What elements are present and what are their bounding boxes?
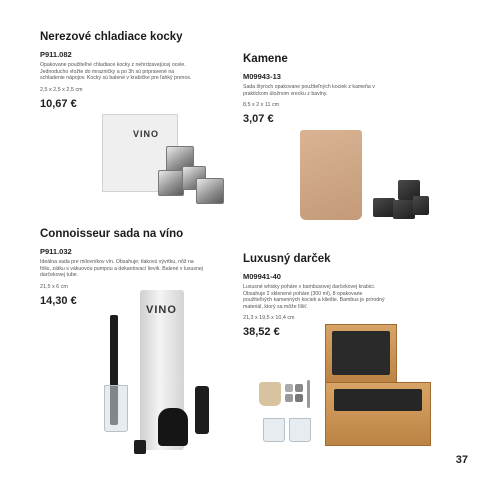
product-cooling-cubes — [40, 30, 200, 110]
stone-pouch — [259, 382, 281, 406]
lid-insert — [332, 331, 390, 375]
product-dimensions: 21,3 x 19,5 x 10,4 cm — [243, 315, 295, 322]
stones-image — [295, 122, 440, 222]
box-logo: VINO — [133, 129, 160, 139]
product-title: Kamene — [243, 53, 288, 65]
foil-cutter — [158, 408, 188, 446]
product-dimensions: 2,5 x 2,5 x 2,5 cm — [40, 86, 83, 93]
product-code: M09943-13 — [243, 72, 281, 81]
product-stones — [243, 52, 393, 125]
product-title: Luxusný darček — [243, 253, 331, 265]
tube-logo: VINO — [146, 304, 177, 316]
box-insert — [334, 389, 422, 411]
product-title: Nerezové chladiace kocky — [40, 31, 183, 43]
steel-cube — [158, 170, 184, 196]
product-dimensions: 8,5 x 2 x 11 cm — [243, 102, 280, 109]
product-description: Ideálna sada pre milovníkov vín. Obsahuje: tlakovú vývrtku, nôž na fóliu, zátku s vákuovou pumpou a dekantovací lievik. Balené v luxusnej darčekovej tube. — [40, 259, 203, 279]
product-description: Sada štyroch opakovane použiteľných kociek z kameňa v praktickom úložnom vrecku z bavlny. — [243, 84, 375, 97]
stone-cube — [295, 384, 303, 392]
bamboo-box — [325, 382, 431, 446]
steel-cube — [196, 178, 224, 204]
cooling-cubes-image — [98, 108, 228, 203]
product-price: 3,07 € — [243, 113, 274, 126]
product-dimensions: 21,5 x 6 cm — [40, 283, 68, 290]
cotton-pouch — [300, 130, 362, 220]
product-price: 38,52 € — [243, 326, 280, 339]
luxury-gift-image — [255, 322, 435, 452]
page-number: 37 — [455, 454, 468, 466]
product-description: Luxusné whisky poháre v bambusovej darčekovej krabici. Obsahuje 2 sklenené poháre (300 ml), 8 opakovane použiteľných kamenných kociek a kliešte. Bambus je prírodný materiál, ktorý sa môže líšiť. — [243, 284, 385, 310]
product-price: 14,30 € — [40, 294, 77, 307]
product-code: M09941-40 — [243, 272, 281, 281]
stone-cube — [285, 394, 293, 402]
stone-cube — [413, 196, 429, 215]
stopper — [134, 440, 146, 454]
stone-cube — [393, 200, 415, 219]
decanter-funnel — [104, 385, 128, 432]
wine-set-image — [100, 290, 225, 460]
product-description: Opakovane použiteľné chladiace kocky z nehrdzavejúcej ocele. Jednoducho vložte do mrazničky a po 3h sú pripravené na schladenie nápojov. Kocky sú balené v krabičke pre ľahký prenos. — [40, 62, 192, 82]
vacuum-stopper — [195, 386, 209, 434]
whisky-glass — [263, 418, 285, 442]
tongs — [307, 380, 310, 408]
product-code: P911.032 — [40, 247, 72, 256]
product-code: P911.082 — [40, 50, 72, 59]
product-price: 10,67 € — [40, 97, 77, 110]
whisky-glass — [289, 418, 311, 442]
stone-cube — [295, 394, 303, 402]
bamboo-lid — [325, 324, 397, 384]
stone-cube — [373, 198, 395, 217]
product-title: Connoisseur sada na víno — [40, 228, 184, 240]
stone-cube — [285, 384, 293, 392]
